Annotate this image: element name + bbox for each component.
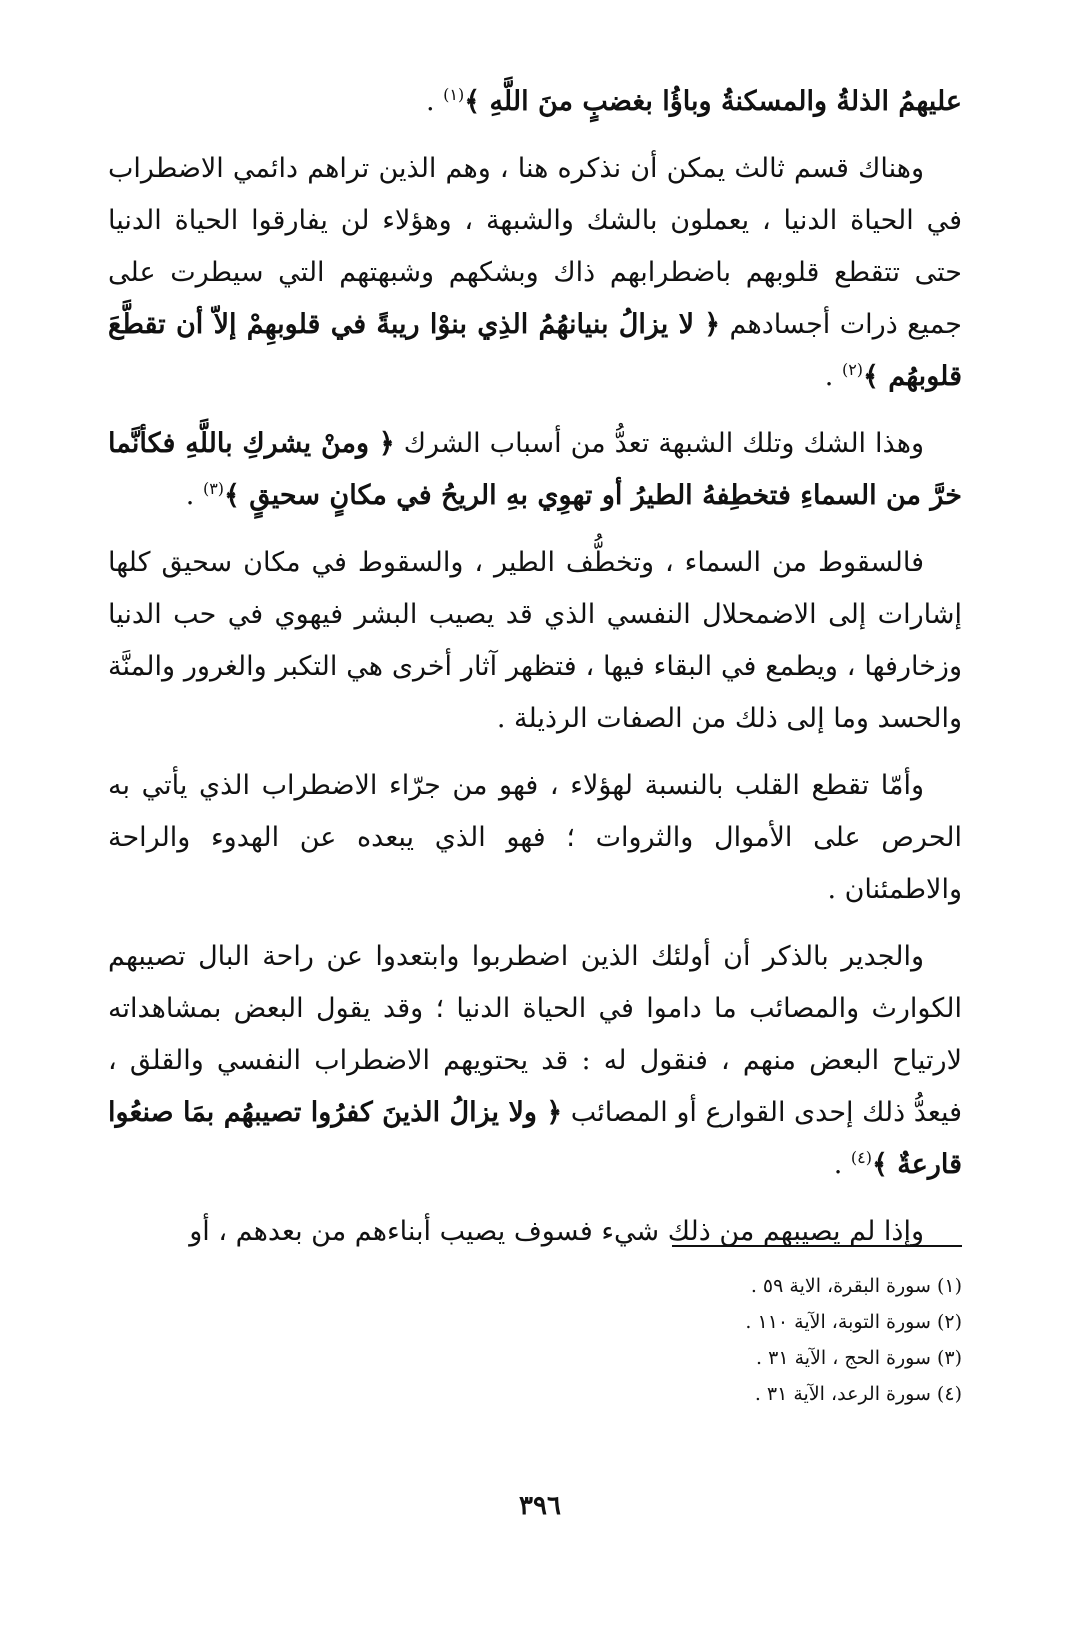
footnote-3: (٣) سورة الحج ، الآية ٣١ . — [756, 1347, 962, 1369]
footnote-ref: (١) — [443, 85, 465, 104]
footnote-4: (٤) سورة الرعد، الآية ٣١ . — [754, 1383, 962, 1405]
footnotes — [462, 1268, 962, 1412]
quran-quote: ﴿ ومنْ يشركِ باللَّهِ فكأنَّما خرَّ من السماءِ فتخطِفهُ الطيرُ أو تهوِي بهِ الريحُ في مكانٍ سحيقٍ ﴾ — [108, 428, 962, 511]
main-text — [108, 76, 962, 1273]
paragraph-4 — [108, 537, 962, 745]
paragraph-text: فالسقوط من السماء ، وتخطُّف الطير ، والسقوط في مكان سحيق كلها إشارات إلى الاضمحلال النفسي الذي قد يصيب البشر فيهوي في حب الدنيا وزخارفها ، ويطمع في البقاء فيها ، فتظهر آثار أخرى هي التكبر والغرور والمنَّة والحسد وما إلى ذلك من الصفات الرذيلة . — [108, 547, 962, 734]
paragraph-3 — [108, 418, 962, 522]
footnote-divider — [672, 1245, 962, 1247]
paragraph-1 — [108, 76, 962, 128]
paragraph-text: وهناك قسم ثالث يمكن أن نذكره هنا ، وهم الذين تراهم دائمي الاضطراب في الحياة الدنيا ، يعملون بالشك والشبهة ، وهؤلاء لن يفارقوا الحياة الدنيا حتى تتقطع قلوبهم باضطرابهم ذاك وبشكهم وشبهتهم التي سيطرت على جميع ذرات أجسادهم — [108, 153, 962, 340]
quran-quote: عليهمُ الذلةُ والمسكنةُ وباؤُا بغضبٍ منَ اللَّهِ ﴾ — [464, 86, 962, 117]
footnote-1: (١) سورة البقرة، الاية ٥٩ . — [750, 1275, 962, 1297]
quran-quote: ﴿ ولا يزالُ الذينَ كفرُوا تصيبهُم بمَا صنعُوا قارعةٌ ﴾ — [108, 1097, 962, 1180]
footnote-ref: (٤) — [850, 1148, 873, 1167]
paragraph-text: والجدير بالذكر أن أولئك الذين اضطربوا وابتعدوا عن راحة البال تصيبهم الكوارث والمصائب ما داموا في الحياة الدنيا ؛ وقد يقول البعض بمشاهداته لارتياح البعض منهم ، فنقول له : قد يحتويهم الاضطراب النفسي والقلق ، فيعدُّ ذلك إحدى القوارع أو المصائب — [108, 941, 962, 1128]
footnote-2: (٢) سورة التوبة، الآية ١١٠ . — [745, 1311, 962, 1333]
paragraph-end: . — [185, 480, 203, 511]
page-number: ٣٩٦ — [519, 1491, 561, 1521]
paragraph-end: . — [824, 361, 842, 392]
paragraph-2 — [108, 143, 962, 403]
paragraph-end: . — [425, 86, 444, 117]
paragraph-7 — [108, 1206, 962, 1258]
footnote-ref: (٢) — [841, 360, 864, 379]
footnote-ref: (٣) — [202, 479, 225, 498]
paragraph-6 — [108, 931, 962, 1191]
paragraph-end: . — [833, 1149, 851, 1180]
quran-quote: ﴿ لا يزالُ بنيانهُمُ الذِي بنوْا ريبةً في قلوبهِمْ إلاّ أن تقطَّعَ قلوبهُم ﴾ — [108, 309, 962, 392]
paragraph-text: وهذا الشك وتلك الشبهة تعدُّ من أسباب الشرك — [394, 428, 924, 459]
paragraph-text: وإذا لم يصيبهم من ذلك شيء فسوف يصيب أبناءهم من بعدهم ، أو — [189, 1216, 924, 1247]
paragraph-5 — [108, 760, 962, 916]
paragraph-text: وأمّا تقطع القلب بالنسبة لهؤلاء ، فهو من جرّاء الاضطراب الذي يأتي به الحرص على الأموال والثروات ؛ فهو الذي يبعده عن الهدوء والراحة والاطمئنان . — [108, 770, 962, 905]
